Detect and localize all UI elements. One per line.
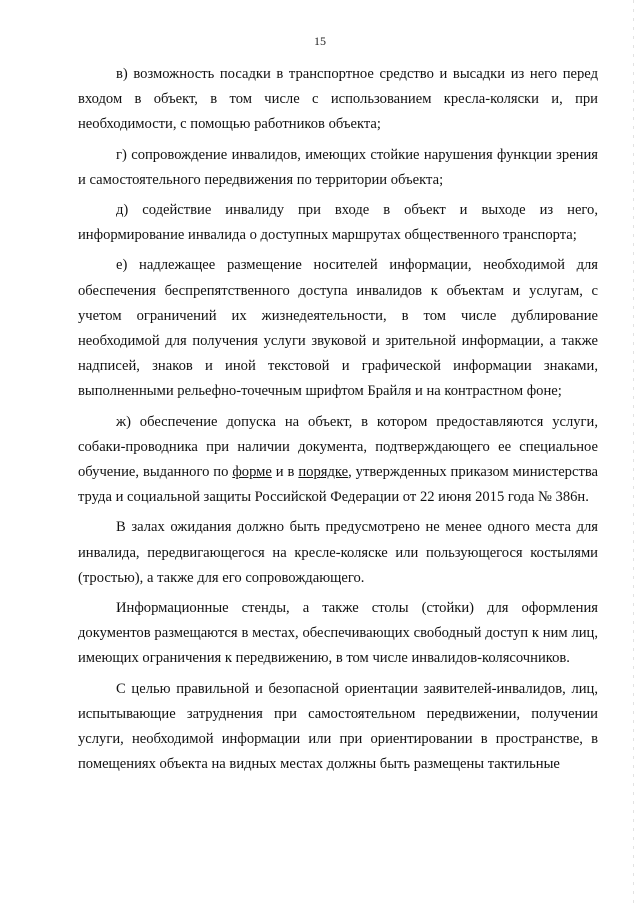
paragraph-item-zh-text-2: и в (271, 464, 299, 481)
paragraph-item-zh-text-1: ж) обеспечение допуска на объект, в котором предоставляются услуги, собаки-проводника при наличии документа, подтверждающего ее специальное обучение, выданного по (78, 413, 598, 481)
document-body (78, 62, 598, 777)
paragraph-orientation: С целью правильной и безопасной ориентации заявителей-инвалидов, лиц, испытывающие затруднения при самостоятельном передвижении, получении услуги, необходимой информации или при ориентировании в пространстве, в помещениях объекта на видных местах должны быть размещены тактильные (78, 680, 598, 773)
order-link[interactable]: порядке (298, 464, 349, 481)
paragraph-item-v: в) возможность посадки в транспортное средство и высадки из него перед входом в объект, в том числе с использованием кресла-коляски и, при необходимости, с помощью работников объекта; (78, 66, 598, 133)
paragraph-item-e: е) надлежащее размещение носителей информации, необходимой для обеспечения беспрепятственного доступа инвалидов к объектам и услугам, с учетом ограничений их жизнедеятельности, в том числе дублирование необходимой для получения услуги звуковой и зрительной информации, а также надписей, знаков и иной текстовой и графической информации знаками, выполненными рельефно-точечным шрифтом Брайля и на контрастном фоне; (78, 257, 598, 400)
form-link[interactable]: форме (232, 464, 272, 481)
paragraph-item-zh-text-3: , утвержденных приказом министерства труда и социальной защиты Российской Федерации от 22 июня 2015 года № 386н. (78, 464, 599, 506)
paragraph-waiting-rooms: В залах ожидания должно быть предусмотрено не менее одного места для инвалида, передвигающегося на кресле-коляске или пользующегося костылями (тростью), а также для его сопровождающего. (78, 519, 598, 586)
paragraph-item-d: д) содействие инвалиду при входе в объект и выходе из него, информирование инвалида о доступных маршрутах общественного транспорта; (78, 202, 598, 244)
paragraph-item-g: г) сопровождение инвалидов, имеющих стойкие нарушения функции зрения и самостоятельного передвижения по территории объекта; (78, 146, 598, 188)
paragraph-item-zh (78, 410, 598, 511)
scan-edge-artifact (633, 0, 634, 905)
page-number: 15 (314, 34, 326, 48)
paragraph-information-stands: Информационные стенды, а также столы (стойки) для оформления документов размещаются в местах, обеспечивающих свободный доступ к ним лиц, имеющих ограничения к передвижению, в том числе инвалидов-колясочников. (78, 600, 598, 667)
